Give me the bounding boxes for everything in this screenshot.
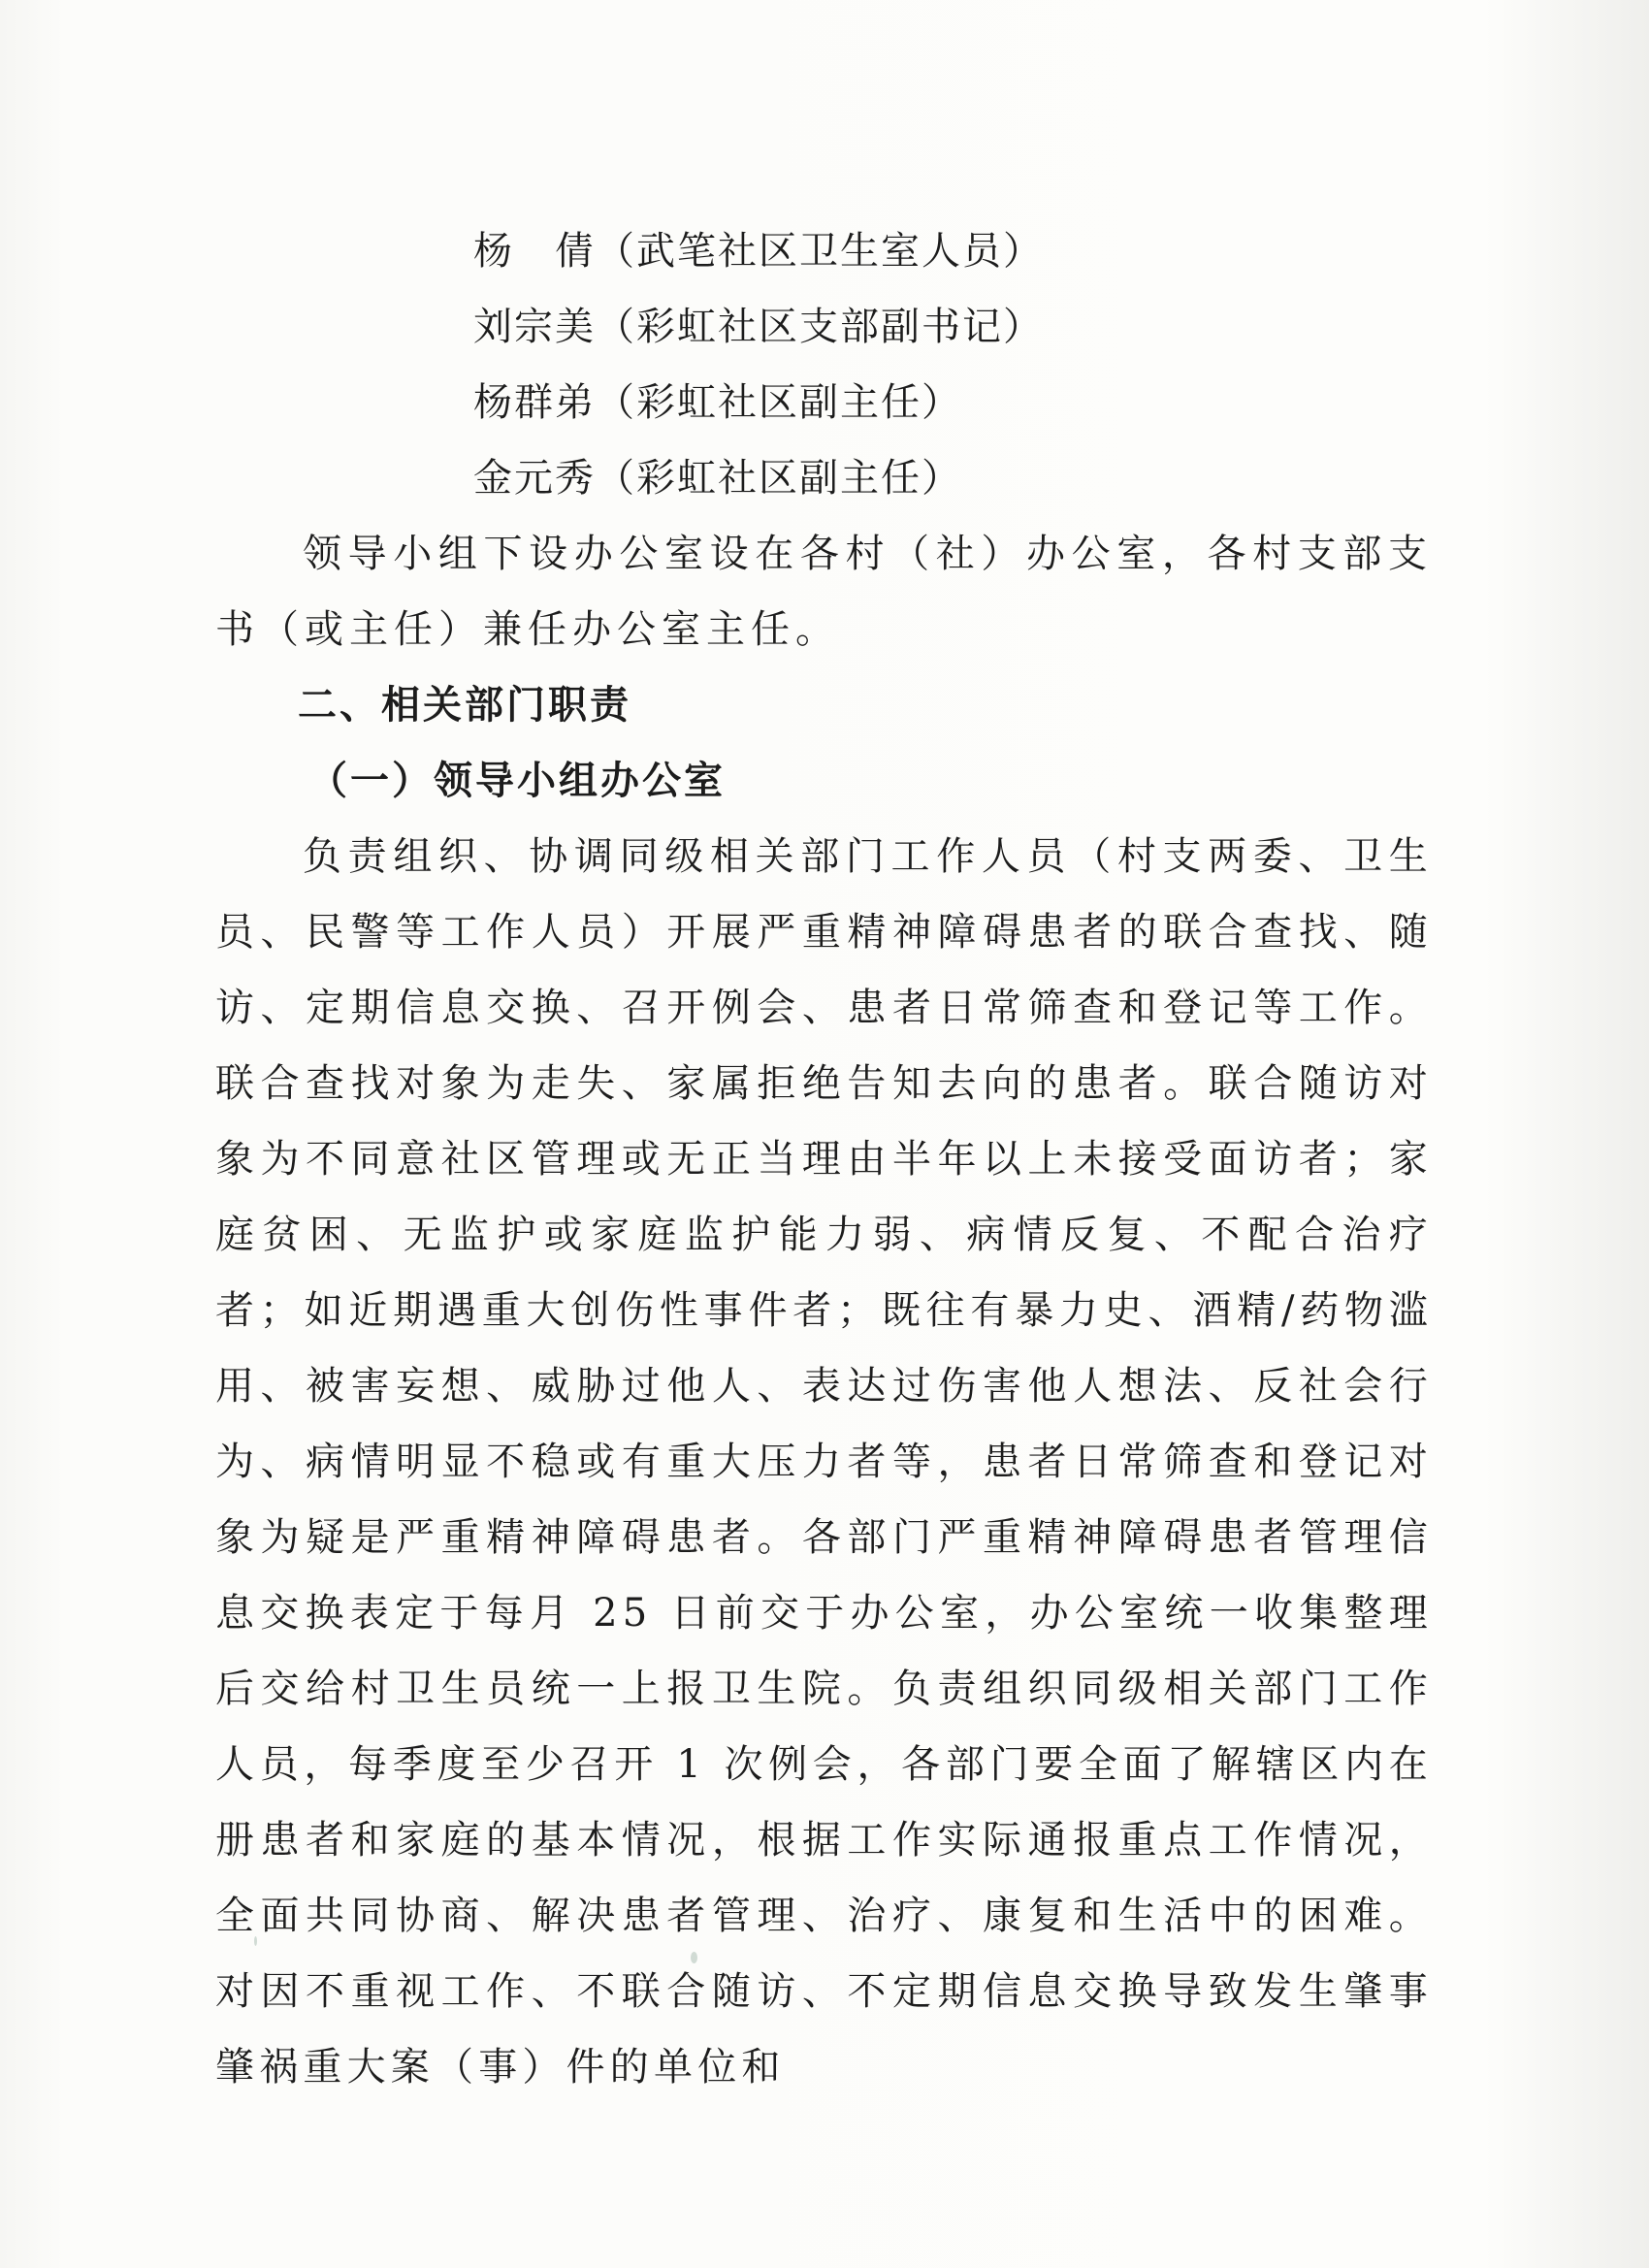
scan-speck <box>254 1936 257 1946</box>
duties-paragraph: 负责组织、协调同级相关部门工作人员（村支两委、卫生员、民警等工作人员）开展严重精神障碍患者的联合查找、随访、定期信息交换、召开例会、患者日常筛查和登记等工作。联合查找对象为走失、家属拒绝告知去向的患者。联合随访对象为不同意社区管理或无正当理由半年以上未接受面访者；家庭贫困、无监护或家庭监护能力弱、病情反复、不配合治疗者；如近期遇重大创伤性事件者；既往有暴力史、酒精/药物滥用、被害妄想、威胁过他人、表达过伤害他人想法、反社会行为、病情明显不稳或有重大压力者等，患者日常筛查和登记对象为疑是严重精神障碍患者。各部门严重精神障碍患者管理信息交换表定于每月 25 日前交于办公室，办公室统一收集整理后交给村卫生员统一上报卫生院。负责组织同级相关部门工作人员，每季度至少召开 1 次例会，各部门要全面了解辖区内在册患者和家庭的基本情况，根据工作实际通报重点工作情况，全面共同协商、解决患者管理、治疗、康复和生活中的困难。对因不重视工作、不联合随访、不定期信息交换导致发生肇事肇祸重大案（事）件的单位和 <box>215 834 1433 2090</box>
member-line: 杨群弟（彩虹社区副主任） <box>473 380 962 425</box>
member-line: 金元秀（彩虹社区副主任） <box>473 456 962 501</box>
subsection-heading: （一）领导小组办公室 <box>308 758 726 803</box>
member-list <box>473 213 1044 516</box>
member-line: 刘宗美（彩虹社区支部副书记） <box>473 305 1044 349</box>
section-heading: 二、相关部门职责 <box>298 682 631 728</box>
office-paragraph: 领导小组下设办公室设在各村（社）办公室，各村支部支书（或主任）兼任办公室主任。 <box>215 532 1433 652</box>
member-line: 杨 倩（武笔社区卫生室人员） <box>473 229 1044 274</box>
scan-speck <box>691 1952 697 1963</box>
